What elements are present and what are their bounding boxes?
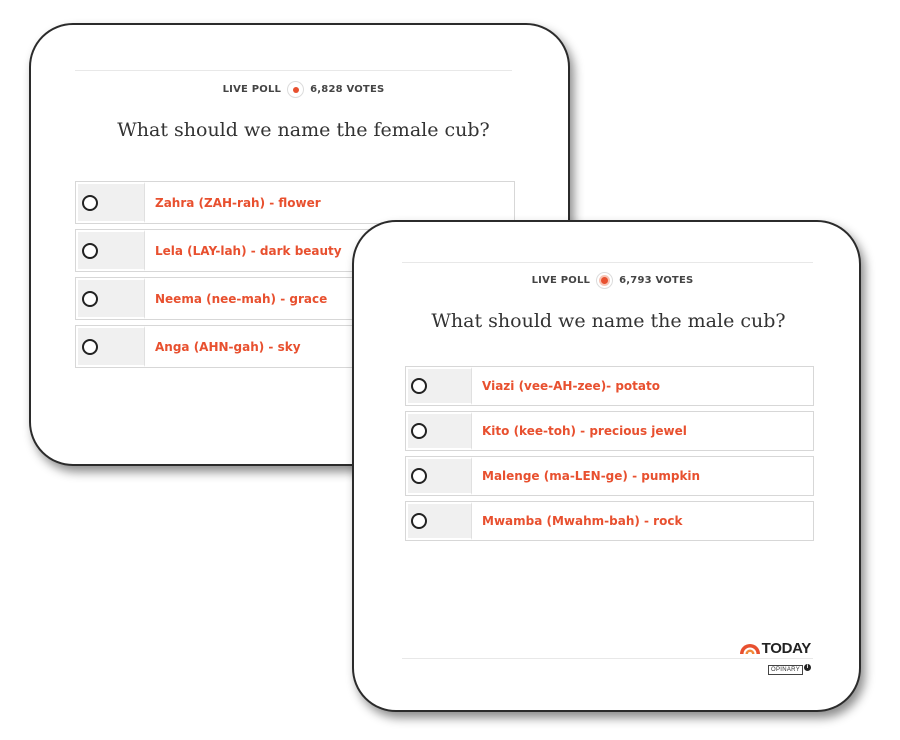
radio-cell[interactable] bbox=[76, 326, 145, 367]
vote-count: 6,828 VOTES bbox=[310, 84, 385, 95]
option-label[interactable]: Viazi (vee-AH-zee)- potato bbox=[482, 379, 660, 393]
live-poll-label: LIVE POLL bbox=[222, 84, 282, 95]
radio-cell[interactable] bbox=[76, 278, 145, 319]
radio-button-icon[interactable] bbox=[411, 513, 427, 529]
option-label[interactable]: Zahra (ZAH-rah) - flower bbox=[155, 195, 321, 210]
option-label[interactable]: Kito (kee-toh) - precious jewel bbox=[482, 424, 687, 438]
poll-option[interactable] bbox=[405, 366, 814, 406]
top-divider bbox=[402, 262, 813, 263]
poll-option[interactable] bbox=[405, 411, 814, 451]
poll-option[interactable] bbox=[75, 181, 515, 224]
radio-button-icon[interactable] bbox=[411, 378, 427, 394]
opinary-badge[interactable] bbox=[768, 665, 811, 675]
option-label[interactable]: Mwamba (Mwahm-bah) - rock bbox=[482, 514, 683, 528]
radio-cell[interactable] bbox=[406, 412, 472, 450]
radio-cell[interactable] bbox=[406, 502, 472, 540]
radio-cell[interactable] bbox=[76, 182, 145, 223]
poll-header bbox=[354, 272, 859, 289]
radio-cell[interactable] bbox=[406, 457, 472, 495]
opinary-logo[interactable]: OPINARY bbox=[768, 665, 803, 675]
option-label[interactable]: Neema (nee-mah) - grace bbox=[155, 291, 328, 306]
option-label[interactable]: Lela (LAY-lah) - dark beauty bbox=[155, 243, 342, 258]
poll-header bbox=[31, 81, 568, 98]
bottom-divider bbox=[402, 658, 813, 659]
radio-button-icon[interactable] bbox=[82, 339, 98, 355]
poll-question: What should we name the female cub? bbox=[117, 119, 490, 141]
vote-count: 6,793 VOTES bbox=[619, 275, 694, 286]
live-indicator-icon bbox=[287, 81, 304, 98]
radio-button-icon[interactable] bbox=[82, 291, 98, 307]
top-divider bbox=[75, 70, 512, 71]
radio-button-icon[interactable] bbox=[411, 468, 427, 484]
poll-question: What should we name the male cub? bbox=[431, 310, 786, 332]
live-poll-label: LIVE POLL bbox=[531, 275, 591, 286]
radio-cell[interactable] bbox=[76, 230, 145, 271]
radio-button-icon[interactable] bbox=[411, 423, 427, 439]
option-label[interactable]: Malenge (ma-LEN-ge) - pumpkin bbox=[482, 469, 701, 483]
today-logo[interactable] bbox=[740, 640, 811, 657]
poll-option[interactable] bbox=[405, 456, 814, 496]
poll-options bbox=[405, 366, 814, 546]
live-indicator-icon bbox=[596, 272, 613, 289]
option-label[interactable]: Anga (AHN-gah) - sky bbox=[155, 339, 301, 354]
poll-option[interactable] bbox=[405, 501, 814, 541]
sunrise-icon bbox=[740, 644, 760, 654]
radio-button-icon[interactable] bbox=[82, 243, 98, 259]
today-logo-text: TODAY bbox=[761, 640, 811, 657]
info-icon[interactable]: i bbox=[804, 664, 811, 671]
radio-cell[interactable] bbox=[406, 367, 472, 405]
radio-button-icon[interactable] bbox=[82, 195, 98, 211]
poll-card-male bbox=[352, 220, 861, 712]
